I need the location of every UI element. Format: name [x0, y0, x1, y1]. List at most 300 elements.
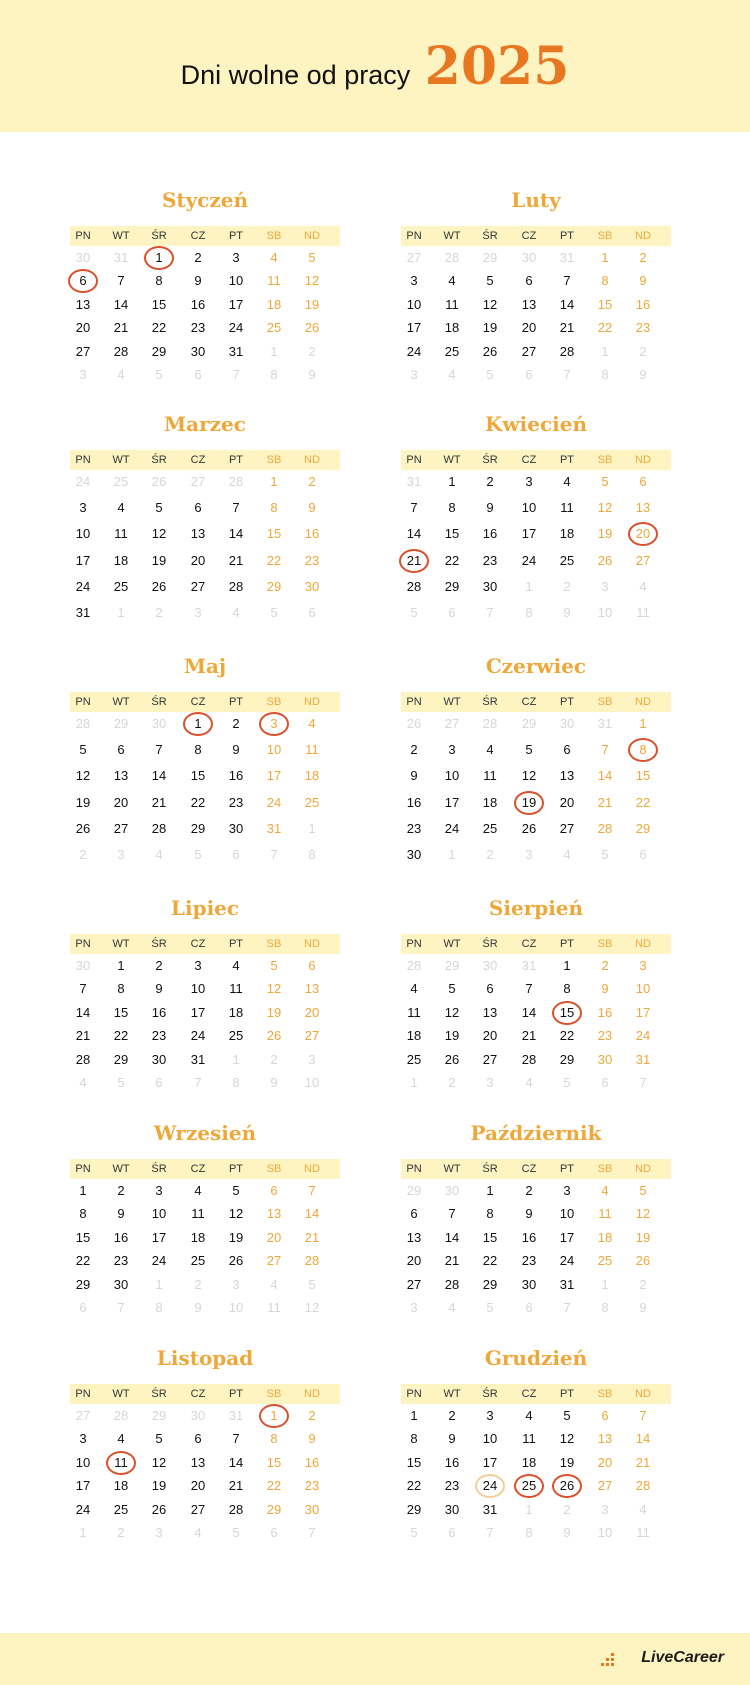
- day-cell: 17: [482, 1454, 498, 1470]
- day-cell: 6: [270, 1183, 278, 1198]
- day-cell: 17: [521, 526, 537, 542]
- title-text: Dni wolne od pracy: [180, 60, 411, 90]
- day-cell: 5: [270, 605, 278, 620]
- day-cell: 28: [75, 716, 91, 731]
- day-cell: 17: [190, 1004, 206, 1020]
- day-cell: 24: [444, 820, 460, 836]
- day-cell: 17: [151, 1229, 167, 1245]
- day-cell: 27: [406, 250, 422, 265]
- day-cell: 7: [194, 1075, 202, 1090]
- day-cell: 9: [563, 1525, 571, 1540]
- day-cell: 12: [151, 1454, 167, 1470]
- day-cell: 8: [601, 367, 609, 382]
- weekday-label: ND: [635, 696, 651, 708]
- day-cell: 7: [410, 500, 418, 516]
- day-cell: 12: [482, 296, 498, 312]
- day-cell: 5: [486, 367, 494, 382]
- day-cell: 4: [639, 578, 647, 594]
- day-cell: 23: [228, 794, 244, 810]
- day-cell: 17: [406, 320, 422, 336]
- holiday-day-cell: 1: [144, 246, 174, 270]
- day-cell: 25: [482, 820, 498, 836]
- day-cell: 31: [228, 1408, 244, 1423]
- day-cell: 4: [232, 605, 240, 620]
- day-cell: 5: [194, 847, 202, 862]
- day-cell: 6: [410, 1206, 418, 1222]
- day-cell: 20: [521, 320, 537, 336]
- day-cell: 5: [410, 1525, 418, 1540]
- day-cell: 6: [601, 1075, 609, 1090]
- day-cell: 21: [228, 552, 244, 568]
- day-cell: 16: [304, 526, 320, 542]
- day-cell: 23: [406, 820, 422, 836]
- day-cell: 6: [486, 981, 494, 997]
- day-cell: 24: [75, 578, 91, 594]
- day-cell: 14: [151, 768, 167, 784]
- day-cell: 2: [232, 716, 240, 731]
- day-cell: 19: [482, 320, 498, 336]
- holiday-day-cell: 8: [628, 738, 658, 762]
- weekday-label: SB: [266, 230, 282, 242]
- day-cell: 8: [601, 273, 609, 289]
- day-cell: 28: [635, 1478, 651, 1494]
- day-cell: 6: [194, 500, 202, 516]
- day-cell: 9: [117, 1206, 125, 1222]
- day-cell: 18: [444, 320, 460, 336]
- day-cell: 22: [482, 1253, 498, 1269]
- day-cell: 15: [406, 1454, 422, 1470]
- day-cell: 30: [304, 578, 320, 594]
- weekday-label: WT: [443, 1388, 461, 1400]
- day-cell: 16: [521, 1229, 537, 1245]
- day-cell: 24: [266, 794, 282, 810]
- day-cell: 2: [194, 1276, 202, 1292]
- day-cell: 25: [444, 343, 460, 359]
- day-cell: 10: [444, 768, 460, 784]
- day-cell: 21: [635, 1454, 651, 1470]
- day-cell: 10: [521, 500, 537, 516]
- day-cell: 22: [75, 1253, 91, 1269]
- day-cell: 28: [75, 1051, 91, 1067]
- day-cell: 17: [444, 794, 460, 810]
- day-cell: 9: [486, 500, 494, 516]
- weekday-label: CZ: [190, 454, 206, 466]
- day-cell: 5: [79, 742, 87, 758]
- weekday-label: SB: [597, 454, 613, 466]
- day-cell: 11: [560, 500, 574, 516]
- day-cell: 11: [522, 1431, 536, 1447]
- weekday-label: ŚR: [482, 1388, 498, 1400]
- day-cell: 7: [639, 1075, 647, 1090]
- day-cell: 24: [151, 1253, 167, 1269]
- day-cell: 4: [563, 474, 571, 489]
- day-cell: 14: [521, 1004, 537, 1020]
- weekday-label: CZ: [521, 230, 537, 242]
- day-cell: 13: [190, 526, 206, 542]
- weekday-label: PN: [75, 696, 91, 708]
- weekday-label: SB: [597, 696, 613, 708]
- holiday-day-cell: 6: [68, 269, 98, 293]
- day-cell: 30: [113, 1276, 129, 1292]
- day-cell: 5: [117, 1075, 125, 1090]
- day-cell: 9: [308, 500, 316, 516]
- day-cell: 2: [563, 578, 571, 594]
- day-cell: 24: [559, 1253, 575, 1269]
- day-cell: 7: [448, 1206, 456, 1222]
- day-cell: 21: [75, 1028, 91, 1044]
- day-cell: 10: [406, 296, 422, 312]
- day-cell: 26: [406, 716, 422, 731]
- day-cell: 4: [639, 1501, 647, 1517]
- day-cell: 3: [486, 1408, 494, 1423]
- day-cell: 30: [482, 578, 498, 594]
- day-cell: 2: [639, 1276, 647, 1292]
- weekday-label: PN: [406, 696, 422, 708]
- day-cell: 7: [155, 742, 163, 758]
- day-cell: 11: [305, 742, 319, 758]
- day-cell: 5: [155, 367, 163, 382]
- day-cell: 21: [597, 794, 613, 810]
- day-cell: 20: [406, 1253, 422, 1269]
- weekday-label: WT: [112, 230, 130, 242]
- day-cell: 16: [113, 1229, 129, 1245]
- day-cell: 27: [266, 1253, 282, 1269]
- day-cell: 20: [266, 1229, 282, 1245]
- day-cell: 15: [113, 1004, 129, 1020]
- day-cell: 15: [266, 526, 282, 542]
- day-cell: 9: [639, 1300, 647, 1315]
- month-title: Styczeń: [161, 188, 249, 212]
- day-cell: 25: [597, 1253, 613, 1269]
- day-cell: 25: [113, 578, 129, 594]
- month-title: Wrzesień: [153, 1121, 257, 1145]
- weekday-label: CZ: [190, 1388, 206, 1400]
- day-cell: 19: [597, 526, 613, 542]
- day-cell: 3: [486, 1075, 494, 1090]
- day-cell: 2: [639, 343, 647, 359]
- day-cell: 1: [270, 343, 278, 359]
- day-cell: 4: [194, 1525, 202, 1540]
- weekday-label: SB: [266, 1163, 282, 1175]
- day-cell: 4: [448, 1300, 456, 1315]
- weekday-header-row: [401, 692, 671, 712]
- day-cell: 6: [155, 1075, 163, 1090]
- day-cell: 13: [597, 1431, 613, 1447]
- day-cell: 8: [270, 367, 278, 382]
- weekday-label: SB: [266, 1388, 282, 1400]
- day-cell: 1: [410, 1075, 418, 1090]
- weekday-label: PT: [559, 454, 575, 466]
- day-cell: 30: [228, 820, 244, 836]
- day-cell: 4: [117, 367, 125, 382]
- day-cell: 9: [232, 742, 240, 758]
- month-title: Listopad: [156, 1346, 254, 1370]
- day-cell: 1: [232, 1051, 240, 1067]
- weekday-label: PN: [75, 230, 91, 242]
- day-cell: 18: [521, 1454, 537, 1470]
- day-cell: 15: [266, 1454, 282, 1470]
- weekday-label: WT: [443, 230, 461, 242]
- day-cell: 11: [191, 1206, 205, 1222]
- day-cell: 30: [597, 1051, 613, 1067]
- day-cell: 3: [448, 742, 456, 758]
- day-cell: 1: [79, 1183, 87, 1198]
- day-cell: 19: [75, 794, 91, 810]
- day-cell: 29: [406, 1183, 422, 1198]
- weekday-label: CZ: [190, 1163, 206, 1175]
- day-cell: 26: [444, 1051, 460, 1067]
- day-cell: 12: [521, 768, 537, 784]
- day-cell: 19: [228, 1229, 244, 1245]
- day-cell: 28: [444, 1276, 460, 1292]
- day-cell: 2: [525, 1183, 533, 1198]
- day-cell: 5: [155, 500, 163, 516]
- day-cell: 3: [232, 1276, 240, 1292]
- weekday-label: ŚR: [151, 696, 167, 708]
- day-cell: 16: [406, 794, 422, 810]
- day-cell: 5: [601, 847, 609, 862]
- day-cell: 30: [521, 250, 537, 265]
- weekday-label: SB: [266, 938, 282, 950]
- day-cell: 3: [194, 958, 202, 973]
- day-cell: 21: [521, 1028, 537, 1044]
- day-cell: 16: [190, 296, 206, 312]
- weekday-label: ŚR: [482, 230, 498, 242]
- holiday-day-cell: 25: [514, 1474, 544, 1498]
- day-cell: 9: [563, 605, 571, 620]
- day-cell: 30: [406, 847, 422, 862]
- day-cell: 25: [228, 1028, 244, 1044]
- day-cell: 8: [117, 981, 125, 997]
- day-cell: 10: [75, 1454, 91, 1470]
- day-cell: 10: [635, 981, 651, 997]
- day-cell: 1: [117, 605, 125, 620]
- day-cell: 11: [483, 768, 497, 784]
- day-cell: 24: [521, 552, 537, 568]
- day-cell: 10: [190, 981, 206, 997]
- day-cell: 1: [155, 1276, 163, 1292]
- day-cell: 7: [79, 981, 87, 997]
- day-cell: 24: [75, 1501, 91, 1517]
- day-cell: 7: [563, 367, 571, 382]
- weekday-label: PT: [228, 454, 244, 466]
- day-cell: 4: [232, 958, 240, 973]
- day-cell: 1: [563, 958, 571, 973]
- day-cell: 5: [525, 742, 533, 758]
- day-cell: 14: [444, 1229, 460, 1245]
- weekday-label: CZ: [521, 1388, 537, 1400]
- weekday-label: CZ: [521, 696, 537, 708]
- day-cell: 6: [117, 742, 125, 758]
- weekday-label: PT: [559, 938, 575, 950]
- day-cell: 27: [559, 820, 575, 836]
- day-cell: 7: [639, 1408, 647, 1423]
- day-cell: 23: [521, 1253, 537, 1269]
- day-cell: 5: [308, 250, 316, 265]
- day-cell: 19: [304, 296, 320, 312]
- weekday-label: ŚR: [482, 454, 498, 466]
- day-cell: 3: [232, 250, 240, 265]
- weekday-label: ND: [304, 1388, 320, 1400]
- day-cell: 12: [635, 1206, 651, 1222]
- day-cell: 2: [308, 1408, 316, 1423]
- day-cell: 2: [639, 250, 647, 265]
- day-cell: 6: [601, 1408, 609, 1423]
- day-cell: 18: [266, 296, 282, 312]
- day-cell: 28: [113, 343, 129, 359]
- day-cell: 2: [448, 1408, 456, 1423]
- day-cell: 16: [597, 1004, 613, 1020]
- weekday-label: WT: [112, 1388, 130, 1400]
- day-cell: 18: [304, 768, 320, 784]
- day-cell: 7: [117, 1300, 125, 1315]
- holiday-day-cell: 26: [552, 1474, 582, 1498]
- day-cell: 26: [266, 1028, 282, 1044]
- day-cell: 1: [448, 847, 456, 862]
- day-cell: 31: [559, 1276, 575, 1292]
- day-cell: 6: [308, 605, 316, 620]
- day-cell: 13: [304, 981, 320, 997]
- day-cell: 4: [308, 716, 316, 731]
- month-title: Lipiec: [170, 896, 240, 920]
- day-cell: 17: [75, 1478, 91, 1494]
- day-cell: 22: [559, 1028, 575, 1044]
- day-cell: 11: [229, 981, 243, 997]
- weekday-label: CZ: [521, 938, 537, 950]
- day-cell: 28: [304, 1253, 320, 1269]
- day-cell: 17: [228, 296, 244, 312]
- day-cell: 13: [635, 500, 651, 516]
- day-cell: 16: [304, 1454, 320, 1470]
- day-cell: 8: [308, 847, 316, 862]
- weekday-label: PN: [406, 230, 422, 242]
- weekday-header-row: [401, 1384, 671, 1404]
- day-cell: 27: [75, 343, 91, 359]
- day-cell: 9: [308, 367, 316, 382]
- day-cell: 4: [194, 1183, 202, 1198]
- day-cell: 3: [525, 474, 533, 489]
- day-cell: 3: [155, 1183, 163, 1198]
- day-cell: 13: [559, 768, 575, 784]
- day-cell: 8: [155, 1300, 163, 1315]
- day-cell: 7: [232, 500, 240, 516]
- day-cell: 31: [597, 716, 613, 731]
- day-cell: 3: [194, 605, 202, 620]
- day-cell: 4: [270, 250, 278, 265]
- day-cell: 19: [151, 1478, 167, 1494]
- day-cell: 5: [232, 1183, 240, 1198]
- day-cell: 18: [228, 1004, 244, 1020]
- weekday-label: PT: [228, 230, 244, 242]
- weekday-label: ND: [635, 230, 651, 242]
- day-cell: 27: [304, 1028, 320, 1044]
- day-cell: 28: [444, 250, 460, 265]
- day-cell: 25: [190, 1253, 206, 1269]
- day-cell: 19: [151, 552, 167, 568]
- weekday-label: SB: [266, 454, 282, 466]
- day-cell: 30: [75, 250, 91, 265]
- day-cell: 16: [482, 526, 498, 542]
- day-cell: 14: [304, 1206, 320, 1222]
- day-cell: 2: [448, 1075, 456, 1090]
- weekday-label: PN: [75, 1388, 91, 1400]
- weekday-label: PN: [406, 938, 422, 950]
- day-cell: 18: [190, 1229, 206, 1245]
- day-cell: 6: [525, 273, 533, 289]
- day-cell: 11: [636, 1525, 650, 1540]
- day-cell: 5: [410, 605, 418, 620]
- day-cell: 2: [410, 742, 418, 758]
- weekday-label: ND: [304, 938, 320, 950]
- weekday-label: ND: [304, 696, 320, 708]
- weekday-label: ND: [304, 1163, 320, 1175]
- holiday-day-cell: 21: [399, 549, 429, 573]
- day-cell: 23: [444, 1478, 460, 1494]
- day-cell: 30: [304, 1501, 320, 1517]
- day-cell: 27: [482, 1051, 498, 1067]
- weekday-label: PN: [406, 454, 422, 466]
- day-cell: 4: [117, 500, 125, 516]
- day-cell: 28: [482, 716, 498, 731]
- day-cell: 11: [267, 273, 281, 289]
- weekday-header-row: [70, 226, 340, 246]
- day-cell: 1: [308, 820, 316, 836]
- day-cell: 2: [270, 1051, 278, 1067]
- month-title: Maj: [183, 654, 227, 678]
- day-cell: 13: [266, 1206, 282, 1222]
- weekday-label: ŚR: [482, 1163, 498, 1175]
- day-cell: 11: [407, 1004, 421, 1020]
- holiday-day-cell: 1: [259, 1404, 289, 1428]
- day-cell: 14: [559, 296, 575, 312]
- day-cell: 1: [525, 578, 533, 594]
- day-cell: 15: [597, 296, 613, 312]
- day-cell: 6: [639, 474, 647, 489]
- day-cell: 3: [410, 1300, 418, 1315]
- weekday-label: SB: [597, 1388, 613, 1400]
- day-cell: 29: [113, 716, 129, 731]
- day-cell: 15: [190, 768, 206, 784]
- day-cell: 1: [601, 343, 609, 359]
- day-cell: 30: [444, 1501, 460, 1517]
- day-cell: 29: [406, 1501, 422, 1517]
- day-cell: 19: [559, 1454, 575, 1470]
- day-cell: 22: [151, 320, 167, 336]
- day-cell: 14: [228, 1454, 244, 1470]
- day-cell: 13: [113, 768, 129, 784]
- weekday-label: WT: [443, 696, 461, 708]
- day-cell: 26: [304, 320, 320, 336]
- day-cell: 22: [635, 794, 651, 810]
- day-cell: 2: [486, 847, 494, 862]
- day-cell: 3: [639, 958, 647, 973]
- day-cell: 22: [406, 1478, 422, 1494]
- day-cell: 5: [601, 474, 609, 489]
- day-cell: 20: [482, 1028, 498, 1044]
- day-cell: 8: [270, 500, 278, 516]
- day-cell: 23: [304, 552, 320, 568]
- day-cell: 9: [601, 981, 609, 997]
- day-cell: 3: [601, 1501, 609, 1517]
- day-cell: 7: [117, 273, 125, 289]
- day-cell: 24: [475, 1474, 505, 1498]
- day-cell: 3: [601, 578, 609, 594]
- day-cell: 5: [232, 1525, 240, 1540]
- day-cell: 2: [308, 343, 316, 359]
- day-cell: 8: [601, 1300, 609, 1315]
- month-title: Październik: [470, 1121, 602, 1145]
- day-cell: 11: [114, 526, 128, 542]
